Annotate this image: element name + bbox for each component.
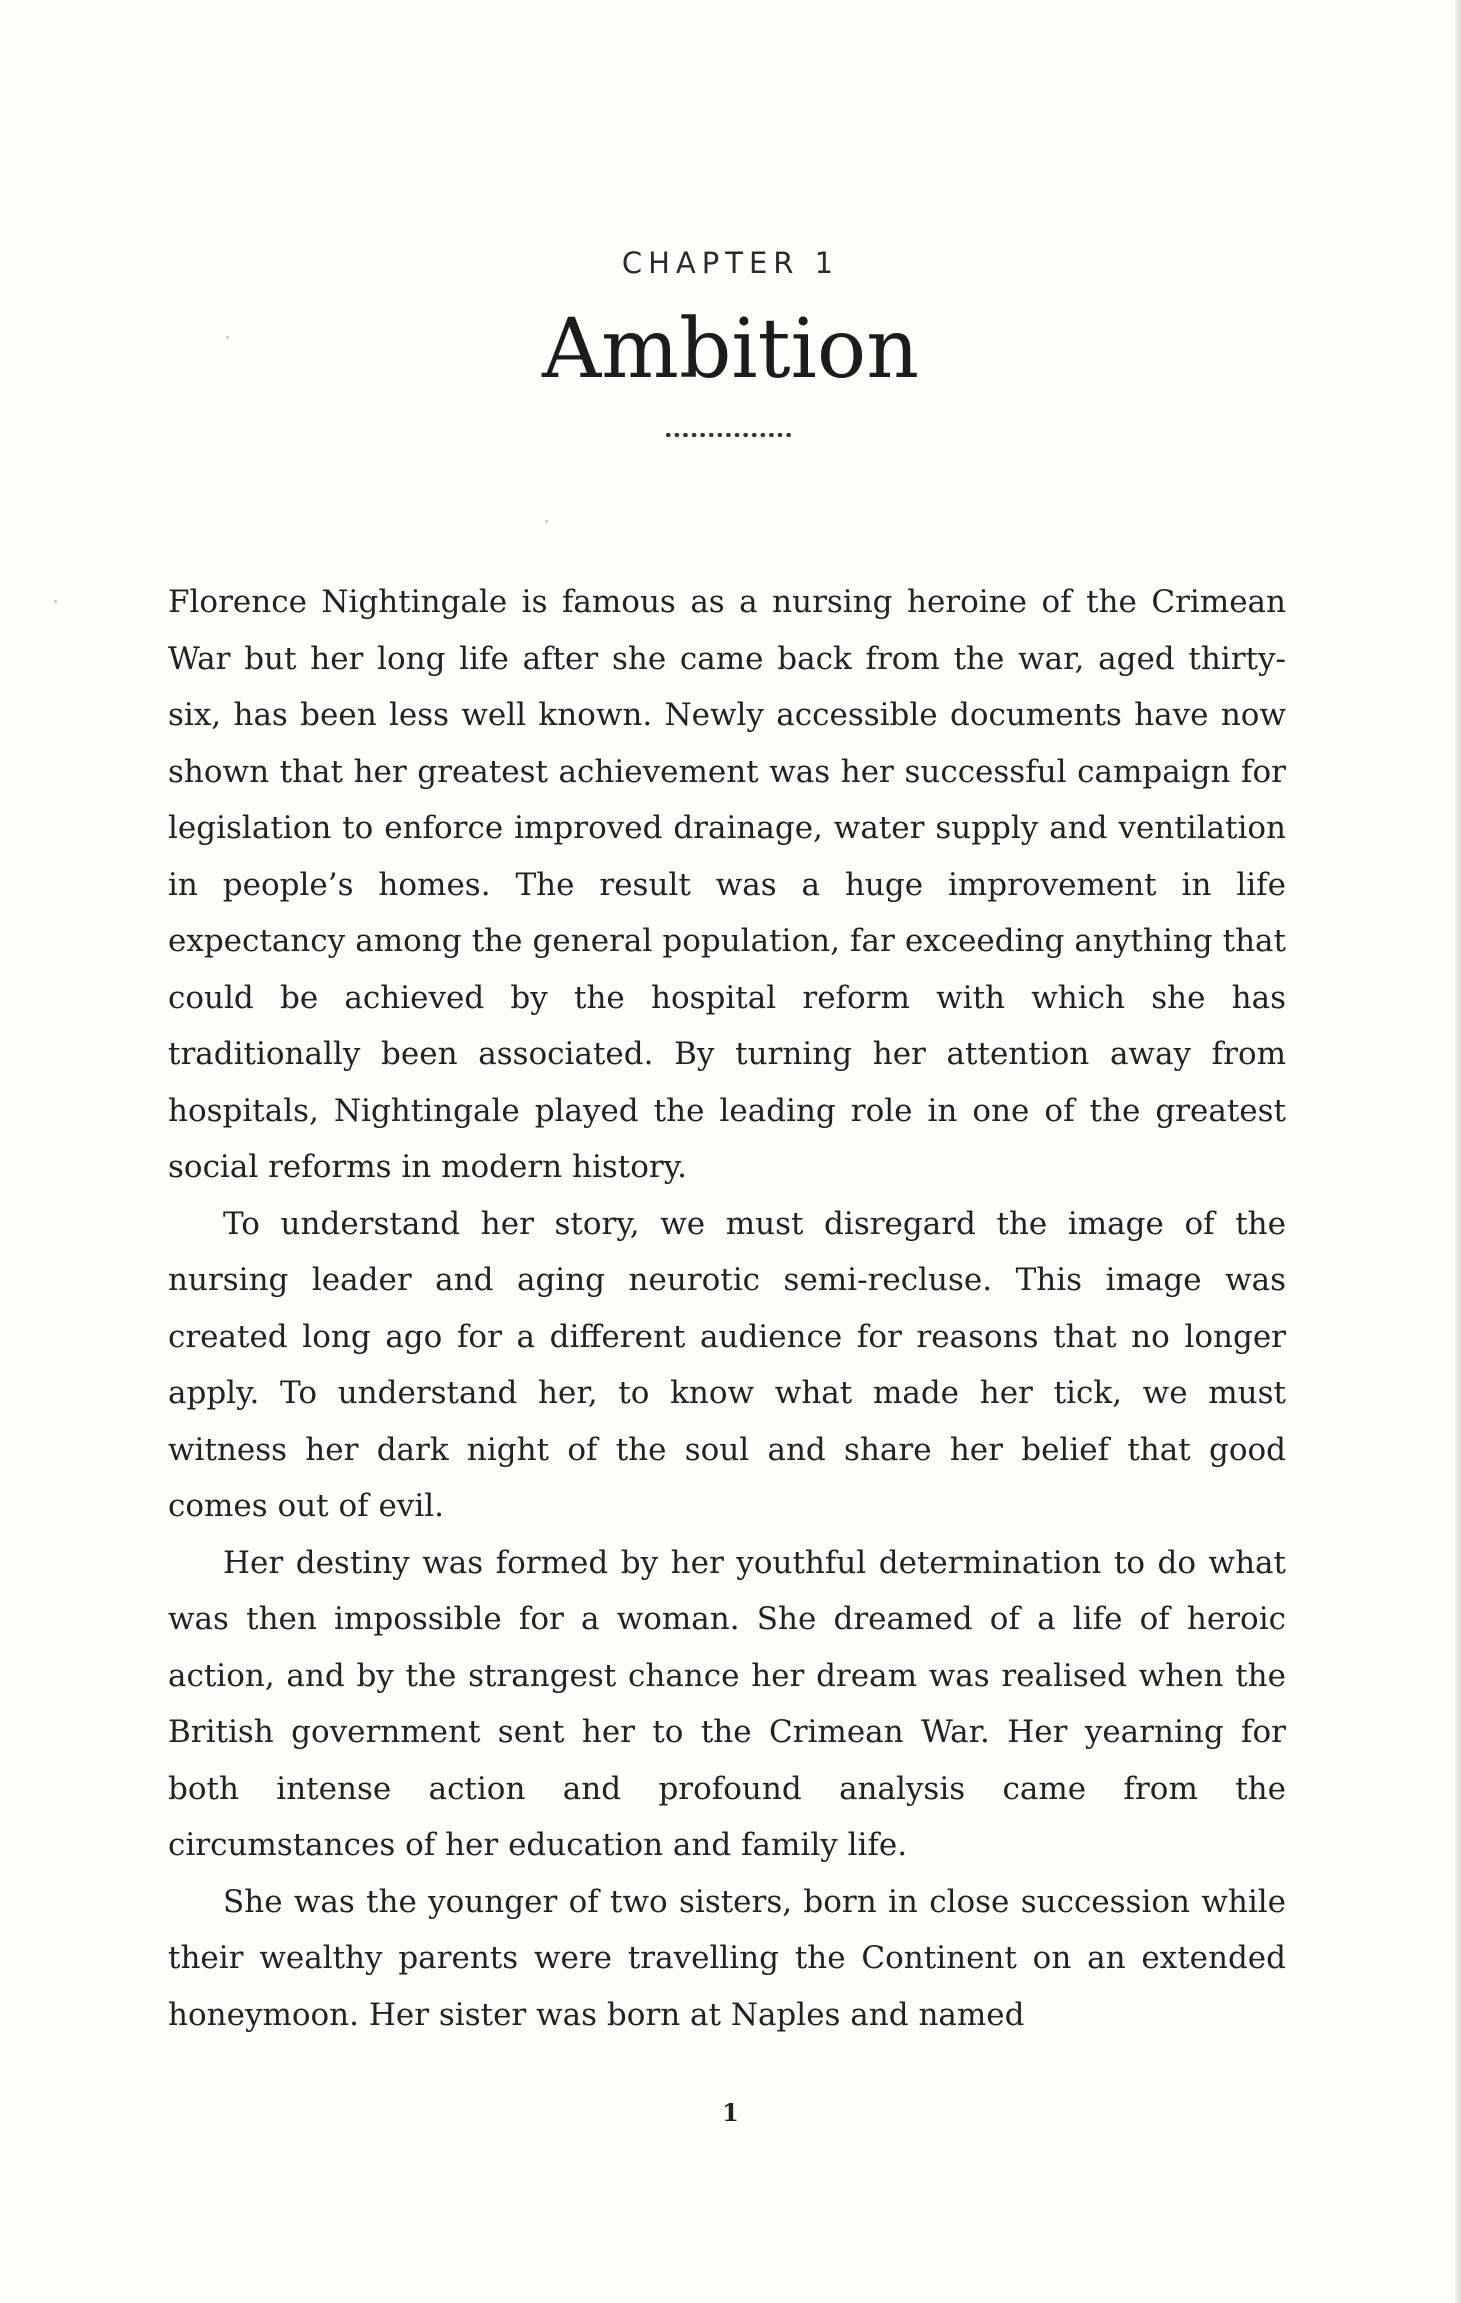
paragraph-4: She was the younger of two sisters, born in close succession while their wealthy parents were travelling the Continent on an extended honeymoon. Her sister was born at Naples and named [168, 1883, 1286, 2033]
page-number: 1 [722, 2098, 739, 2127]
paragraph-3: Her destiny was formed by her youthful determination to do what was then impossible for a woman. She dreamed of a life of heroic action, and by the strangest chance her dream was realised when the British government sent her to the Crimean War. Her yearning for both intense action and profound analysis came from the circumstances of her education and family life. [168, 1544, 1286, 1863]
chapter-title: Ambition [541, 302, 920, 397]
paper-speck [54, 600, 57, 603]
paragraph-1: Florence Nightingale is famous as a nursing heroine of the Crimean War but her long life after she came back from the war, aged thirty-six, has been less well known. Newly accessible documents have now shown that her greatest achievement was her successful campaign for legislation to enforce improved drainage, water supply and ventilation in people’s homes. The result was a huge improvement in life expectancy among the general population, far exceeding anything that could be achieved by the hospital reform with which she has traditionally been associated. By turning her attention away from hospitals, Nightingale played the leading role in one of the greatest social reforms in modern history. [168, 584, 1286, 1185]
paragraph-2: To understand her story, we must disregard the image of the nursing leader and aging neurotic semi-recluse. This image was created long ago for a different audience for reasons that no longer apply. To understand her, to know what made her tick, we must witness her dark night of the soul and share her belief that good comes out of evil. [168, 1205, 1286, 1524]
paper-speck [545, 520, 548, 523]
chapter-body [168, 574, 1286, 2043]
dotted-ornament [664, 433, 794, 437]
chapter-label: CHAPTER 1 [621, 246, 840, 280]
